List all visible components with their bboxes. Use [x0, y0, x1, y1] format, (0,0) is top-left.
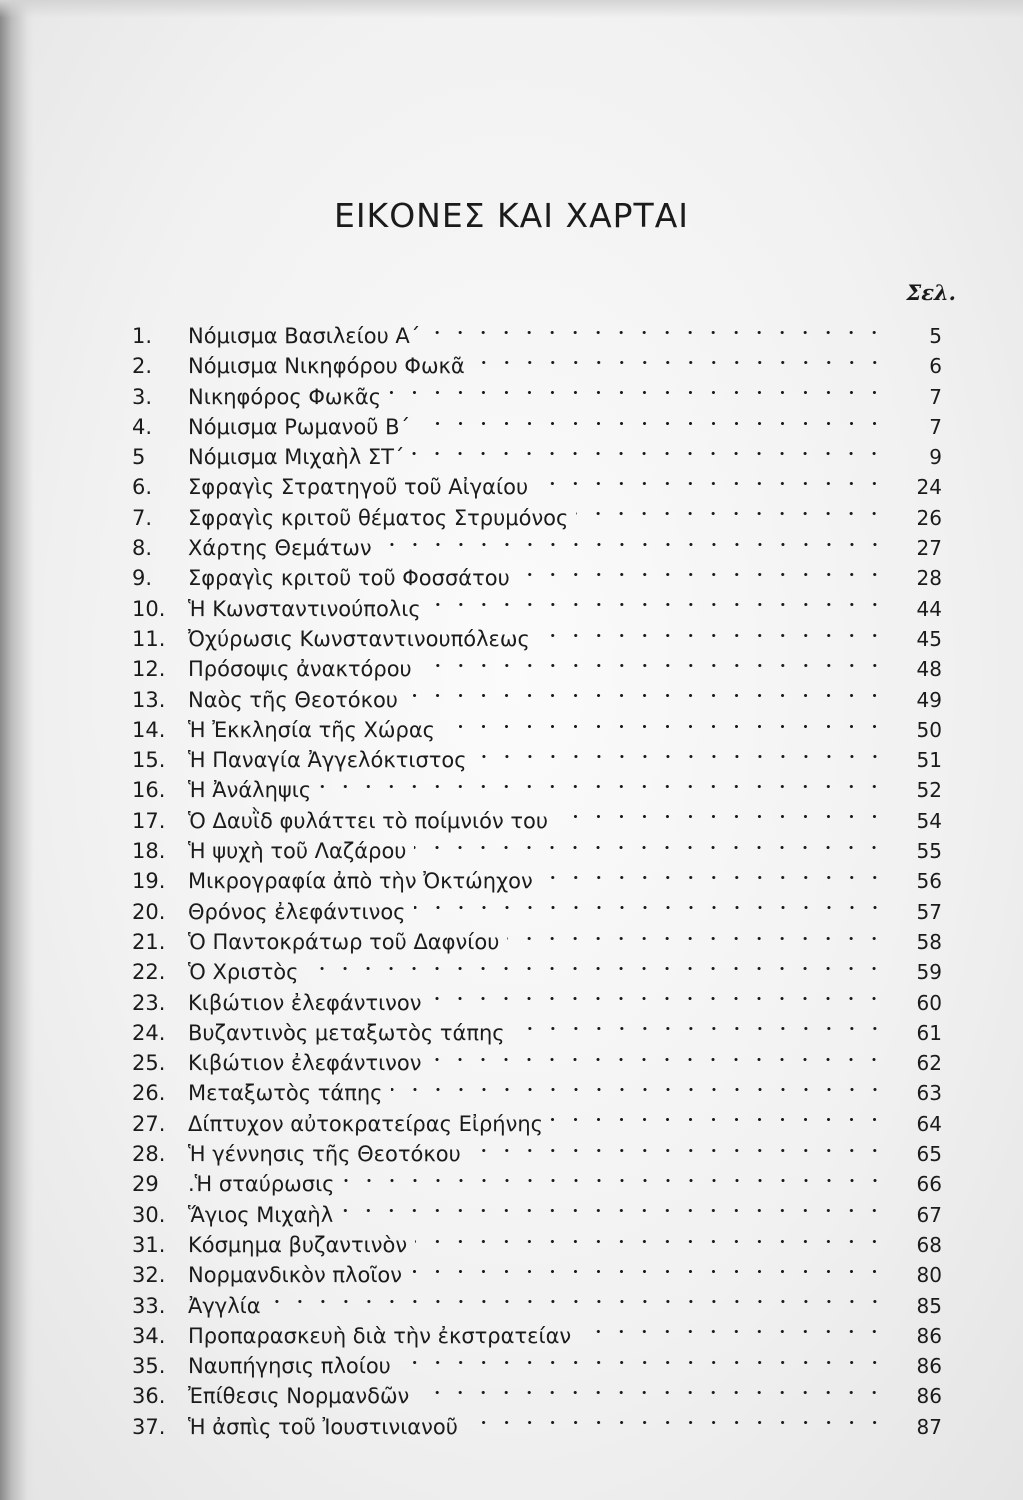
entry-page-number: 67: [916, 1202, 942, 1227]
entry-number: 6.: [132, 475, 153, 500]
entry-page-number: 61: [916, 1020, 942, 1045]
list-item: [132, 1310, 942, 1348]
list-item: [132, 1401, 942, 1439]
entry-title: Ἐπίθεσις Νορμανδῶν: [188, 1384, 410, 1409]
list-item: [132, 1219, 942, 1257]
list-item: [132, 583, 942, 621]
entry-number: 15.: [132, 748, 166, 773]
dot-leader: [556, 815, 886, 818]
entry-title: Πρόσοψις ἀνακτόρου: [188, 657, 412, 682]
entry-number: 37.: [132, 1414, 166, 1439]
list-item: [132, 371, 942, 409]
entry-title: Βυζαντινὸς μεταξωτὸς τάπης: [188, 1020, 505, 1045]
entry-page-number: 6: [929, 354, 942, 379]
entry-page-number: 54: [916, 808, 942, 833]
entry-page-number: 26: [916, 505, 942, 530]
entry-number: 31.: [132, 1232, 166, 1257]
entry-number: 18.: [132, 839, 166, 864]
dot-leader: [306, 967, 886, 970]
entry-page-number: 58: [916, 929, 942, 954]
dot-leader: [414, 846, 886, 849]
entry-number: 32.: [132, 1263, 166, 1288]
entry-page-number: 48: [916, 657, 942, 682]
list-item: [132, 1037, 942, 1076]
dot-leader: [513, 1027, 886, 1030]
dot-leader: [418, 422, 886, 425]
list-item: [132, 552, 942, 591]
entry-page-number: 60: [916, 990, 942, 1015]
list-item: [132, 704, 942, 742]
entry-number: 10.: [132, 596, 166, 621]
entry-number: 26.: [132, 1081, 166, 1106]
entry-title: Σφραγὶς κριτοῦ θέματος Στρυμόνος: [188, 505, 569, 530]
dot-leader: [380, 543, 886, 546]
entry-number: 16.: [132, 778, 166, 803]
dot-leader: [579, 1330, 886, 1333]
entry-number: 36.: [132, 1384, 166, 1409]
entry-title: Σφραγὶς Στρατηγοῦ τοῦ Αἰγαίου: [188, 475, 529, 500]
entry-title: Ὁ Χριστὸς: [188, 960, 299, 985]
entry-page-number: 44: [916, 596, 942, 621]
dot-leader: [414, 906, 887, 909]
entry-number: 9.: [132, 566, 153, 591]
list-item: [132, 946, 942, 985]
entry-title: Μικρογραφία ἀπὸ τὴν Ὀκτώηχον: [188, 869, 533, 894]
entry-page-number: 86: [916, 1384, 942, 1409]
dot-leader: [466, 1421, 886, 1424]
list-item: [132, 764, 942, 803]
entry-page-number: 7: [929, 414, 942, 439]
list-item: [132, 1158, 942, 1197]
dot-leader: [429, 997, 886, 1000]
dot-leader: [475, 755, 886, 758]
dot-leader: [428, 331, 886, 334]
entry-title: Ἡ Ἀνάληψις: [188, 778, 312, 803]
dot-leader: [541, 876, 886, 879]
dot-leader: [319, 785, 886, 788]
entry-page-number: 7: [929, 384, 942, 409]
entry-number: 17.: [132, 808, 166, 833]
entry-title: Ὁ Δαυῒδ φυλάττει τὸ ποίμνιόν του: [188, 808, 549, 833]
dot-leader: [389, 391, 886, 394]
list-item: [132, 1128, 942, 1167]
entry-page-number: 85: [916, 1293, 942, 1318]
dot-leader: [415, 1240, 886, 1243]
dot-leader: [576, 512, 886, 515]
list-item: [132, 431, 942, 470]
dot-leader: [507, 937, 886, 940]
entry-page-number: 68: [916, 1232, 942, 1257]
list-item: [132, 1280, 942, 1318]
entry-page-number: 66: [916, 1172, 942, 1197]
entry-number: 1.: [132, 324, 153, 348]
entry-title: Ἅγιος Μιχαὴλ: [188, 1202, 334, 1227]
entry-page-number: 80: [916, 1263, 942, 1288]
list-item: [132, 1007, 942, 1045]
entry-title: Νόμισμα Νικηφόρου Φωκᾶ: [188, 354, 465, 379]
entry-number: 11.: [132, 626, 166, 651]
entry-number: 2.: [132, 354, 153, 379]
entry-page-number: 5: [929, 324, 942, 348]
list-item: [132, 492, 942, 530]
entry-title: Ἡ ψυχὴ τοῦ Λαζάρου: [188, 839, 407, 864]
entry-number: 22.: [132, 960, 166, 985]
entry-number: 3.: [132, 384, 153, 409]
entry-page-number: 86: [916, 1323, 942, 1348]
entry-title: Ἀγγλία: [188, 1293, 261, 1318]
entry-page-number: 45: [916, 626, 942, 651]
entry-title: Κιβώτιον ἐλεφάντινον: [188, 990, 422, 1015]
dot-leader: [391, 1088, 886, 1091]
entry-page-number: 28: [916, 566, 942, 591]
entry-page-number: 57: [916, 899, 942, 924]
list-item: [132, 795, 942, 833]
list-item: [132, 340, 942, 379]
entry-page-number: 87: [916, 1414, 942, 1439]
dot-leader: [399, 1361, 886, 1364]
entry-page-number: 51: [916, 748, 942, 773]
entry-title: Νόμισμα Βασιλείου Α΄: [188, 324, 421, 348]
page-title: ΕΙΚΟΝΕΣ ΚΑΙ ΧΑΡΤΑΙ: [333, 196, 690, 235]
dot-leader: [417, 1391, 886, 1394]
entry-page-number: 64: [916, 1111, 942, 1136]
entry-title: Ὁ Παντοκράτωρ τοῦ Δαφνίου: [188, 929, 500, 954]
dot-leader: [343, 1179, 887, 1182]
entry-title: Κιβώτιον ἐλεφάντινον: [188, 1051, 422, 1076]
entry-number: 12.: [132, 657, 166, 682]
entry-title: Δίπτυχον αὐτοκρατείρας Εἰρήνης: [188, 1111, 543, 1136]
entry-number: 29: [132, 1172, 159, 1197]
entry-page-number: 27: [916, 536, 942, 561]
list-item: [132, 643, 942, 682]
dot-leader: [269, 1300, 886, 1303]
dot-leader: [551, 1118, 886, 1121]
entry-title: Νόμισμα Ρωμανοῦ Β΄: [188, 414, 410, 439]
list-item: [132, 1067, 942, 1106]
list-item: [132, 613, 942, 651]
entry-page-number: 62: [916, 1051, 942, 1076]
list-item: [132, 734, 942, 773]
entry-number: 13.: [132, 687, 166, 712]
entry-title: Ἡ Παναγία Ἀγγελόκτιστος: [188, 748, 467, 773]
dot-leader: [406, 694, 886, 697]
entry-title: Ναὸς τῆς Θεοτόκου: [188, 687, 398, 712]
entry-number: 24.: [132, 1020, 166, 1045]
entry-page-number: 65: [916, 1142, 942, 1167]
entry-title: Ἡ ἀσπὶς τοῦ Ἰουστινιανοῦ: [188, 1414, 458, 1439]
list-item: [132, 461, 942, 500]
dot-leader: [429, 1058, 886, 1061]
page-shadow-top: [0, 0, 1023, 18]
list-item: [132, 855, 942, 894]
entry-title: Νικηφόρος Φωκᾶς: [188, 384, 382, 409]
entry-number: 4.: [132, 414, 153, 439]
entry-page-number: 52: [916, 778, 942, 803]
entry-number: 5: [132, 445, 146, 470]
list-item: [132, 916, 942, 954]
entry-number: 20.: [132, 899, 166, 924]
page-column-label: Σελ.: [906, 280, 956, 305]
entry-page-number: 50: [916, 717, 942, 742]
entry-number: 19.: [132, 869, 166, 894]
list-item: [132, 401, 942, 439]
dot-leader: [536, 482, 886, 485]
entry-page-number: 86: [916, 1354, 942, 1379]
entry-number: 25.: [132, 1051, 166, 1076]
entry-page-number: 59: [916, 960, 942, 985]
entry-title: Νορμανδικὸν πλοῖον: [188, 1263, 403, 1288]
dot-leader: [469, 1149, 886, 1152]
list-item: [132, 1370, 942, 1409]
dot-leader: [443, 725, 886, 728]
dot-leader: [473, 361, 886, 364]
list-item: [132, 1189, 942, 1227]
entry-title: Χάρτης Θεμάτων: [188, 536, 372, 561]
entry-title: Κόσμημα βυζαντινὸν: [188, 1232, 408, 1257]
dot-leader: [341, 1209, 886, 1212]
list-item: [132, 977, 942, 1015]
entry-number: 28.: [132, 1142, 166, 1167]
entry-page-number: 56: [916, 869, 942, 894]
illustrations-list: [132, 310, 942, 1439]
dot-leader: [410, 1270, 886, 1273]
entry-number: 21.: [132, 929, 166, 954]
entry-page-number: 24: [916, 475, 942, 500]
entry-title: Ἡ Ἐκκλησία τῆς Χώρας: [188, 717, 435, 742]
entry-number: 34.: [132, 1323, 166, 1348]
entry-title: Σφραγὶς κριτοῦ τοῦ Φοσσάτου: [188, 566, 510, 591]
entry-page-number: 9: [929, 445, 942, 470]
entry-title: Θρόνος ἐλεφάντινος: [188, 899, 406, 924]
entry-title: Προπαρασκευὴ διὰ τὴν ἐκστρατείαν: [188, 1323, 572, 1348]
list-item: [132, 1249, 942, 1288]
entry-title: Ναυπήγησις πλοίου: [188, 1354, 391, 1379]
entry-title: Ἡ Κωνσταντινούπολις: [188, 596, 421, 621]
entry-number: 8.: [132, 536, 153, 561]
entry-number: 27.: [132, 1111, 166, 1136]
dot-leader: [518, 573, 886, 576]
list-item: [132, 310, 942, 348]
entry-title: Μεταξωτὸς τάπης: [188, 1081, 383, 1106]
entry-title: Ἡ γέννησις τῆς Θεοτόκου: [188, 1142, 461, 1167]
entry-number: 30.: [132, 1202, 166, 1227]
entry-number: 14.: [132, 717, 166, 742]
entry-number: 7.: [132, 505, 153, 530]
list-item: [132, 825, 942, 864]
list-item: [132, 674, 942, 712]
entry-number: 35.: [132, 1354, 166, 1379]
dot-leader: [412, 452, 886, 455]
entry-number: 33.: [132, 1293, 166, 1318]
entry-page-number: 49: [916, 687, 942, 712]
list-item: [132, 1340, 942, 1379]
entry-page-number: 55: [916, 839, 942, 864]
list-item: [132, 886, 942, 924]
entry-page-number: 63: [916, 1081, 942, 1106]
entry-title: Νόμισμα Μιχαὴλ ΣΤ΄: [188, 445, 405, 470]
entry-number: 23.: [132, 990, 166, 1015]
dot-leader: [538, 634, 886, 637]
entry-title: Ὀχύρωσις Κωνσταντινουπόλεως: [188, 626, 530, 651]
list-item: [132, 522, 942, 561]
dot-leader: [420, 664, 886, 667]
dot-leader: [429, 603, 886, 606]
list-item: [132, 1098, 942, 1136]
entry-title: .Ἡ σταύρωσις: [188, 1172, 335, 1197]
